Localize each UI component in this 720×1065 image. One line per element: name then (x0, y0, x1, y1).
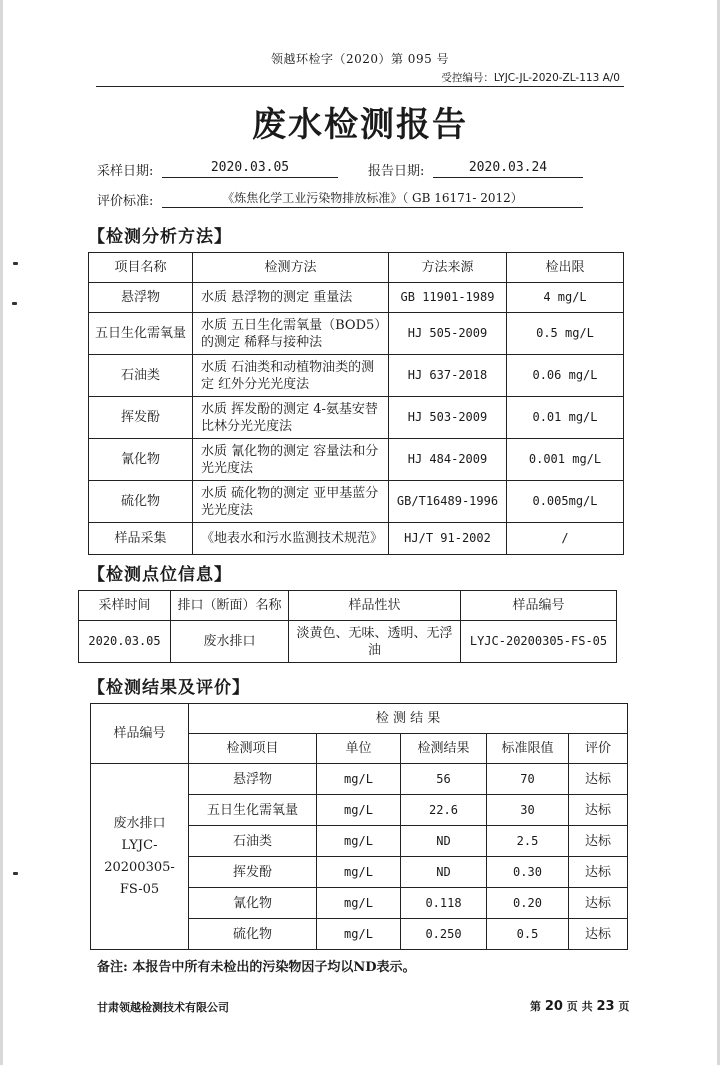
table-row (89, 523, 624, 555)
methods-col-header: 项目名称 (89, 253, 193, 283)
company-name: 甘肃领越检测技术有限公司 (97, 1001, 229, 1014)
result-limit: 70 (487, 764, 569, 795)
results-col-header: 检测结果 (401, 734, 487, 764)
method-description: 水质 硫化物的测定 亚甲基蓝分光光度法 (193, 481, 389, 523)
method-limit: 0.001 mg/L (507, 439, 624, 481)
results-col-header: 评价 (569, 734, 628, 764)
methods-table (88, 252, 624, 555)
method-description: 《地表水和污水监测技术规范》 (193, 523, 389, 555)
result-value: 0.118 (401, 888, 487, 919)
method-source: HJ 503-2009 (389, 397, 507, 439)
site-header-row (79, 591, 617, 621)
table-row (89, 481, 624, 523)
method-item-name: 石油类 (89, 355, 193, 397)
method-source: HJ/T 91-2002 (389, 523, 507, 555)
page-number (530, 998, 629, 1014)
result-limit: 0.30 (487, 857, 569, 888)
site-col-header: 排口（断面）名称 (171, 591, 289, 621)
control-number: 受控编号：LYJC-JL-2020-ZL-113 A/0 (441, 72, 620, 84)
site-time: 2020.03.05 (79, 621, 171, 663)
method-description: 水质 石油类和动植物油类的测定 红外分光光度法 (193, 355, 389, 397)
result-item: 悬浮物 (189, 764, 317, 795)
results-group-header: 检 测 结 果 (189, 704, 628, 734)
site-outlet: 废水排口 (171, 621, 289, 663)
method-item-name: 挥发酚 (89, 397, 193, 439)
header-rule (96, 86, 624, 87)
method-source: GB/T16489-1996 (389, 481, 507, 523)
result-eval: 达标 (569, 857, 628, 888)
result-unit: mg/L (317, 826, 401, 857)
result-unit: mg/L (317, 857, 401, 888)
methods-header-row (89, 253, 624, 283)
result-value: ND (401, 857, 487, 888)
table-row (89, 313, 624, 355)
methods-col-header: 方法来源 (389, 253, 507, 283)
page-title: 废水检测报告 (252, 105, 468, 145)
results-table (90, 703, 628, 950)
method-source: HJ 637-2018 (389, 355, 507, 397)
report-number: 领越环检字（2020）第 095 号 (270, 52, 450, 66)
results-sample-header: 样品编号 (91, 704, 189, 764)
table-row (89, 283, 624, 313)
method-source: GB 11901-1989 (389, 283, 507, 313)
results-col-header: 标准限值 (487, 734, 569, 764)
table-row (89, 439, 624, 481)
method-source: HJ 484-2009 (389, 439, 507, 481)
site-col-header: 样品性状 (289, 591, 461, 621)
methods-section-title: 【检测分析方法】 (88, 227, 232, 247)
methods-col-header: 检出限 (507, 253, 624, 283)
method-description: 水质 挥发酚的测定 4-氨基安替比林分光光度法 (193, 397, 389, 439)
method-description: 水质 五日生化需氧量（BOD5）的测定 稀释与接种法 (193, 313, 389, 355)
method-item-name: 样品采集 (89, 523, 193, 555)
result-value: 22.6 (401, 795, 487, 826)
result-value: 0.250 (401, 919, 487, 950)
result-limit: 0.20 (487, 888, 569, 919)
table-row (91, 764, 628, 795)
result-item: 硫化物 (189, 919, 317, 950)
method-limit: 0.005mg/L (507, 481, 624, 523)
table-row (89, 355, 624, 397)
scan-speck (13, 872, 18, 875)
scan-edge-left (0, 0, 3, 1065)
result-limit: 30 (487, 795, 569, 826)
result-eval: 达标 (569, 795, 628, 826)
result-value: ND (401, 826, 487, 857)
result-eval: 达标 (569, 919, 628, 950)
table-row (89, 397, 624, 439)
method-item-name: 五日生化需氧量 (89, 313, 193, 355)
method-description: 水质 氰化物的测定 容量法和分光光度法 (193, 439, 389, 481)
page-suffix: 页 (618, 1000, 630, 1013)
result-limit: 2.5 (487, 826, 569, 857)
standard-value: 《炼焦化学工业污染物排放标准》（ GB 16171- 2012） (162, 189, 583, 208)
method-item-name: 悬浮物 (89, 283, 193, 313)
result-item: 石油类 (189, 826, 317, 857)
results-sample-id: 废水排口 LYJC-20200305-FS-05 (91, 764, 189, 950)
report-note: 备注: 本报告中所有未检出的污染物因子均以ND表示。 (97, 960, 416, 975)
result-item: 五日生化需氧量 (189, 795, 317, 826)
result-unit: mg/L (317, 919, 401, 950)
result-unit: mg/L (317, 764, 401, 795)
method-item-name: 氰化物 (89, 439, 193, 481)
site-col-header: 样品编号 (461, 591, 617, 621)
result-unit: mg/L (317, 888, 401, 919)
methods-col-header: 检测方法 (193, 253, 389, 283)
method-limit: 0.5 mg/L (507, 313, 624, 355)
results-section-title: 【检测结果及评价】 (88, 678, 250, 698)
method-limit: 0.01 mg/L (507, 397, 624, 439)
result-item: 挥发酚 (189, 857, 317, 888)
report-date-value: 2020.03.24 (433, 159, 583, 178)
sampling-date-label: 采样日期: (97, 164, 154, 179)
site-col-header: 采样时间 (79, 591, 171, 621)
results-col-header: 单位 (317, 734, 401, 764)
results-col-header: 检测项目 (189, 734, 317, 764)
result-limit: 0.5 (487, 919, 569, 950)
method-description: 水质 悬浮物的测定 重量法 (193, 283, 389, 313)
standard-label: 评价标准: (97, 194, 154, 209)
page-prefix: 第 (530, 1000, 541, 1013)
scan-speck (12, 302, 17, 305)
method-limit: 4 mg/L (507, 283, 624, 313)
page-total: 23 (596, 999, 615, 1014)
method-limit: / (507, 523, 624, 555)
results-group-row (91, 704, 628, 734)
result-unit: mg/L (317, 795, 401, 826)
table-row (79, 621, 617, 663)
result-eval: 达标 (569, 764, 628, 795)
sampling-date-value: 2020.03.05 (162, 159, 338, 178)
site-sample-no: LYJC-20200305-FS-05 (461, 621, 617, 663)
result-eval: 达标 (569, 826, 628, 857)
result-value: 56 (401, 764, 487, 795)
site-table (78, 590, 617, 663)
method-limit: 0.06 mg/L (507, 355, 624, 397)
site-section-title: 【检测点位信息】 (88, 565, 232, 585)
scan-speck (13, 262, 18, 265)
result-eval: 达标 (569, 888, 628, 919)
report-date-label: 报告日期: (368, 164, 425, 179)
result-item: 氰化物 (189, 888, 317, 919)
method-source: HJ 505-2009 (389, 313, 507, 355)
site-description: 淡黄色、无味、透明、无浮油 (289, 621, 461, 663)
method-item-name: 硫化物 (89, 481, 193, 523)
page-mid: 页 共 (566, 1000, 593, 1013)
page-current: 20 (544, 999, 563, 1014)
